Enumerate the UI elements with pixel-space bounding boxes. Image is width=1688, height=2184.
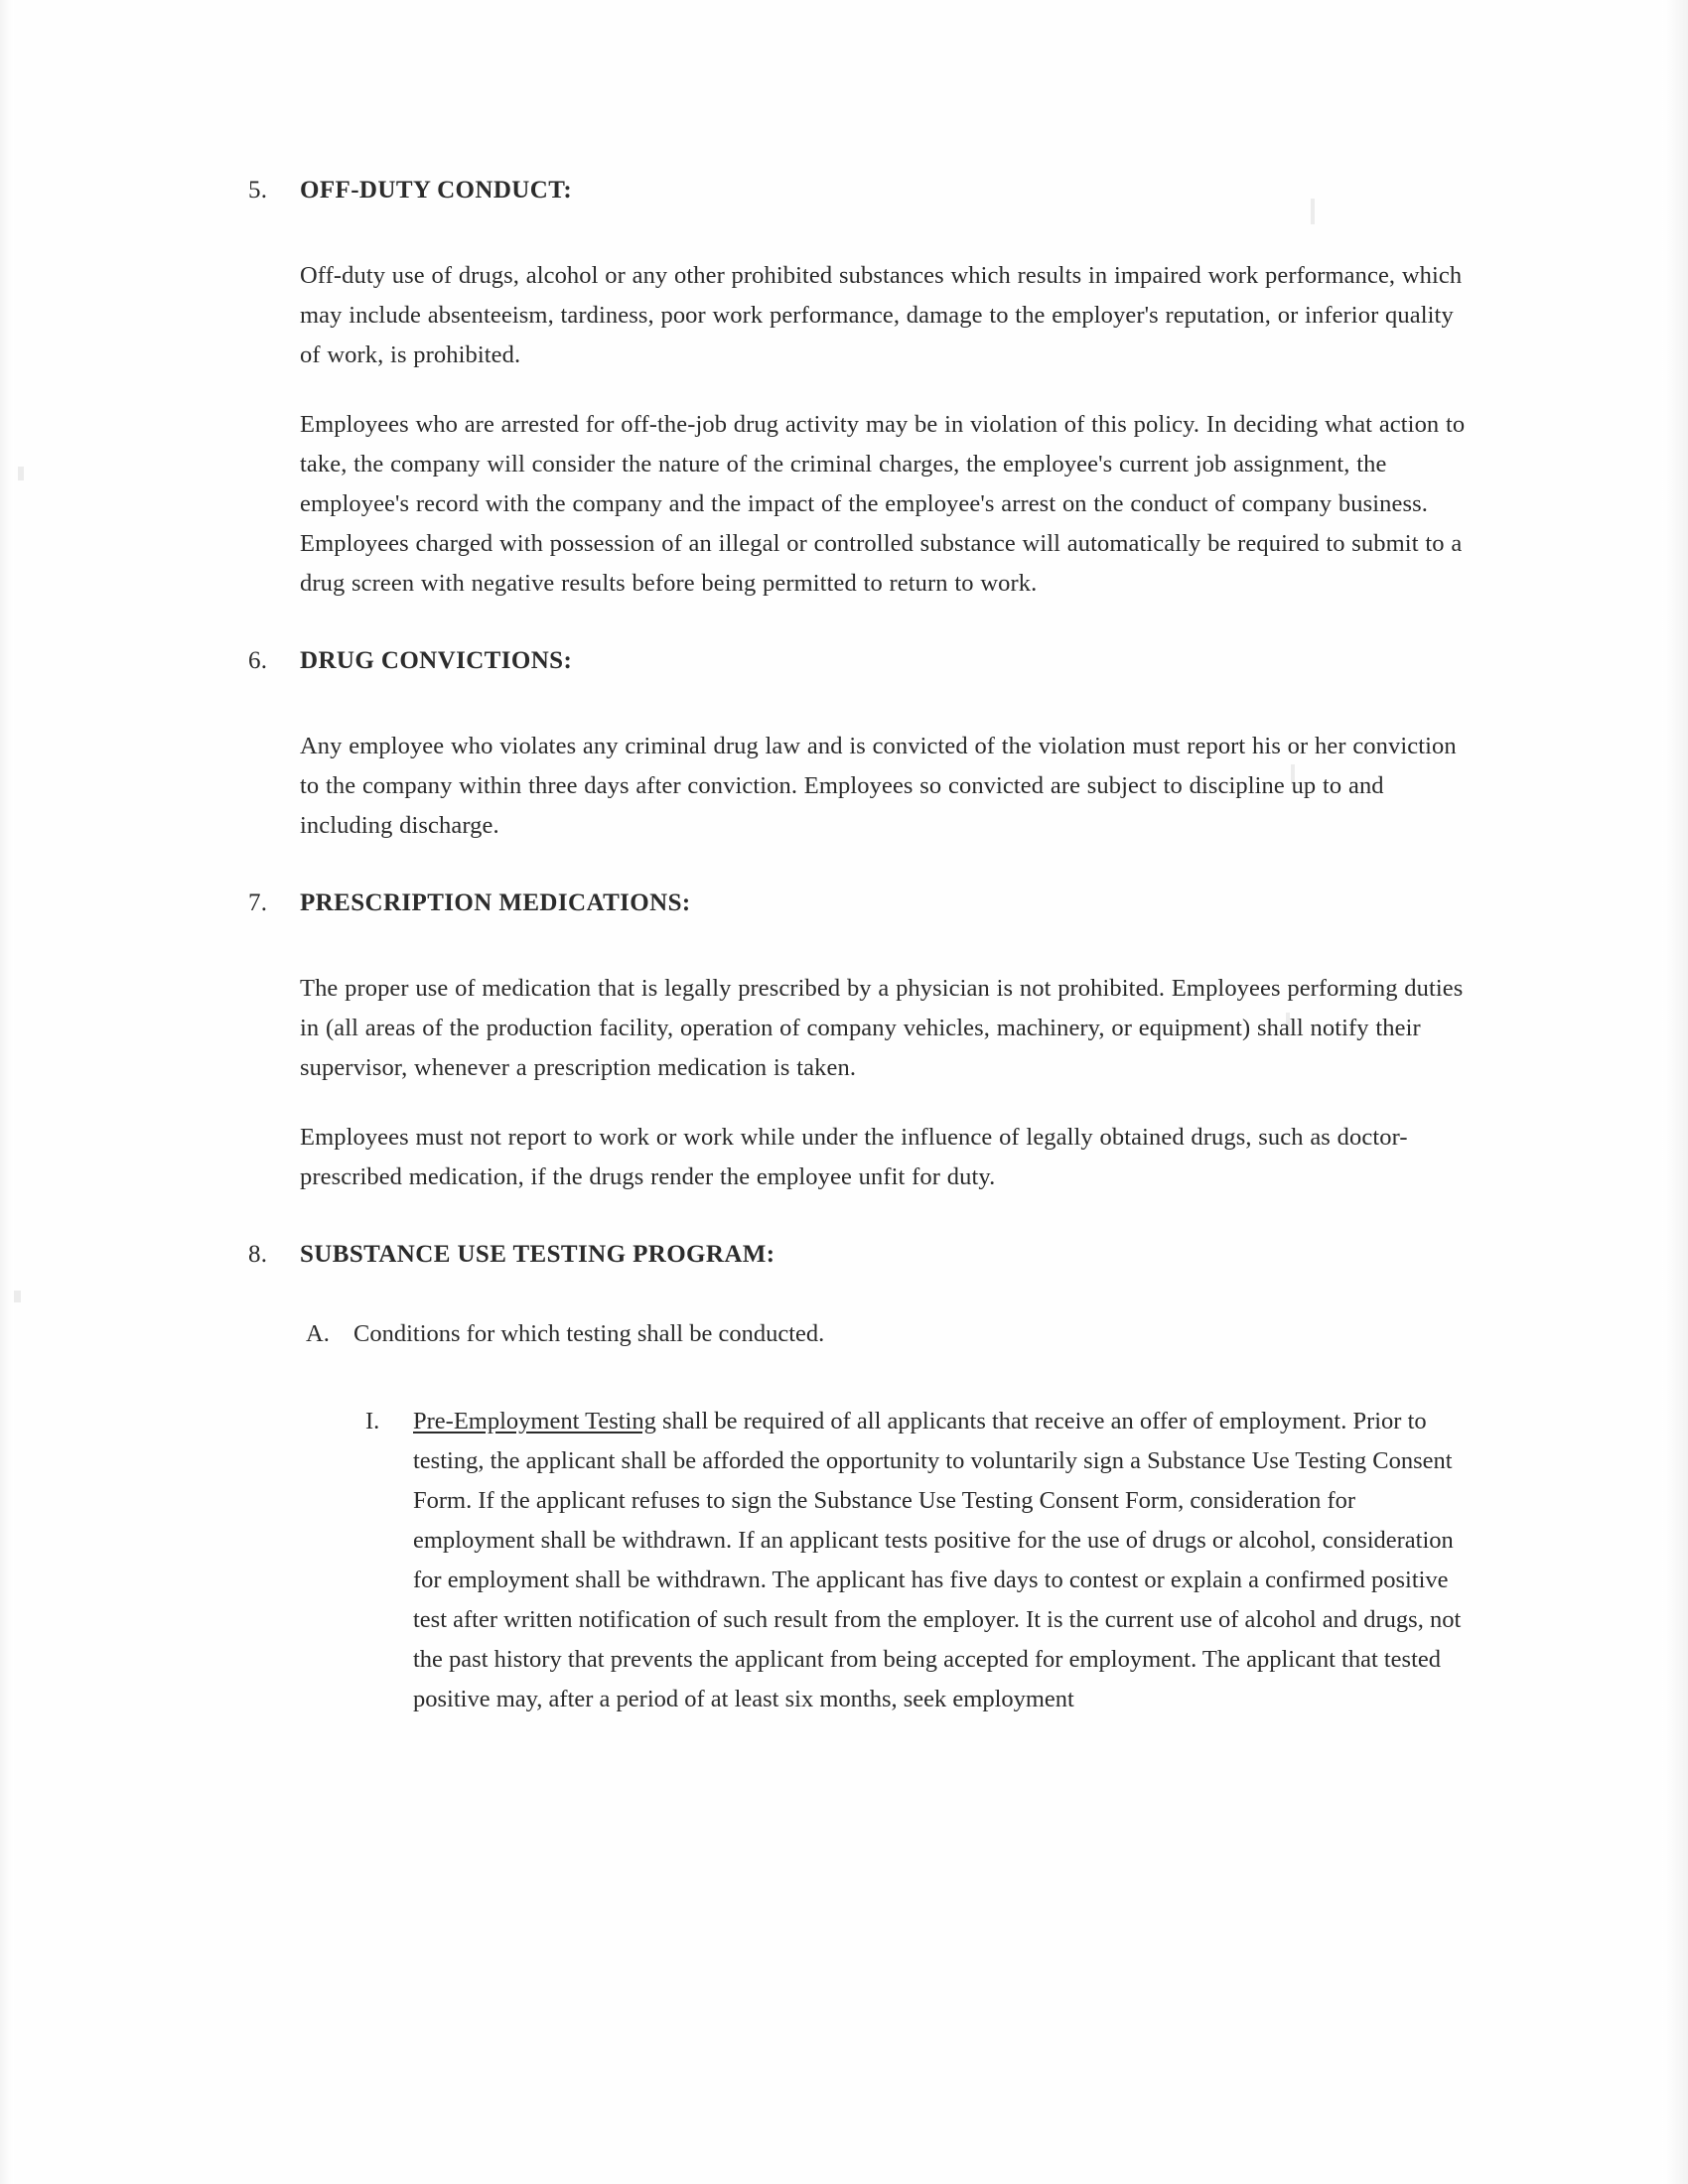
roman-item-text xyxy=(413,1402,1479,1719)
paragraph: Employees must not report to work or work while under the influence of legally obtained drugs, such as doctor-prescribed medication, if the drugs render the employee unfit for duty. xyxy=(300,1124,1408,1190)
roman-item-i xyxy=(365,1402,1479,1719)
section-drug-convictions xyxy=(248,647,1479,846)
spacer xyxy=(248,1197,1479,1241)
section-heading xyxy=(248,177,1479,205)
sub-item-letter: A. xyxy=(306,1320,330,1347)
spacer xyxy=(248,205,1479,226)
section-title: DRUG CONVICTIONS: xyxy=(300,647,573,674)
sub-item-text: Conditions for which testing shall be conducted. xyxy=(353,1320,825,1347)
scan-speck-artifact xyxy=(14,1291,21,1302)
section-title: OFF-DUTY CONDUCT: xyxy=(300,177,573,204)
roman-item-numeral: I. xyxy=(365,1408,380,1434)
paragraph: Off-duty use of drugs, alcohol or any other prohibited substances which results in impaired work performance, which may include absenteeism, tardiness, poor work performance, damage to the employer's reputation, or inferior quality of work, is prohibited. xyxy=(300,262,1463,368)
section-title: SUBSTANCE USE TESTING PROGRAM: xyxy=(300,1241,775,1268)
scan-edge-right-artifact xyxy=(1662,0,1688,2184)
document-body xyxy=(248,177,1479,1719)
section-number: 7. xyxy=(248,889,268,916)
section-heading xyxy=(248,647,1479,675)
section-substance-use-testing-program xyxy=(248,1241,1479,1719)
roman-item-body: shall be required of all applicants that receive an offer of employment. Prior to testing, the applicant shall be afforded the opportunity to voluntarily sign a Substance Use Testing Consent Form. If the applicant refuses to sign the Substance Use Testing Consent Form, consideration for employment shall be withdrawn. If an applicant tests positive for the use of drugs or alcohol, consideration for employment shall be withdrawn. The applicant has five days to contest or explain a confirmed positive test after written notification of such result from the employer. It is the current use of alcohol and drugs, not the past history that prevents the applicant from being accepted for employment. The applicant that tested positive may, after a period of at least six months, seek employment xyxy=(413,1408,1462,1712)
spacer xyxy=(248,604,1479,647)
spacer xyxy=(248,675,1479,697)
scan-speck-artifact xyxy=(18,467,24,480)
section-number: 5. xyxy=(248,177,268,204)
section-off-duty-conduct xyxy=(248,177,1479,604)
section-number: 6. xyxy=(248,647,268,674)
sub-item-a xyxy=(306,1314,1479,1354)
section-number: 8. xyxy=(248,1241,268,1268)
paragraph: Employees who are arrested for off-the-job drug activity may be in violation of this policy. In deciding what action to take, the company will consider the nature of the criminal charges, the employee's current job assignment, the employee's record with the company and the impact of the employee's arrest on the conduct of company business. Employees charged with possession of an illegal or controlled substance will automatically be required to submit to a drug screen with negative results before being permitted to return to work. xyxy=(300,411,1466,597)
underlined-term: Pre-Employment Testing xyxy=(413,1408,656,1434)
spacer xyxy=(248,917,1479,939)
section-heading xyxy=(248,889,1479,917)
section-prescription-medications xyxy=(248,889,1479,1197)
paragraph: Any employee who violates any criminal drug law and is convicted of the violation must report his or her conviction to the company within three days after conviction. Employees so convicted are subject to discipline up to and including discharge. xyxy=(300,733,1457,839)
section-title: PRESCRIPTION MEDICATIONS: xyxy=(300,889,691,916)
section-heading xyxy=(248,1241,1479,1269)
spacer xyxy=(248,846,1479,889)
paragraph: The proper use of medication that is legally prescribed by a physician is not prohibited. Employees performing duties in (all areas of the production facility, operation of company vehicles, machinery, or equipment) shall notify their supervisor, whenever a prescription medication is taken. xyxy=(300,975,1464,1081)
scan-edge-left-artifact xyxy=(0,0,14,2184)
